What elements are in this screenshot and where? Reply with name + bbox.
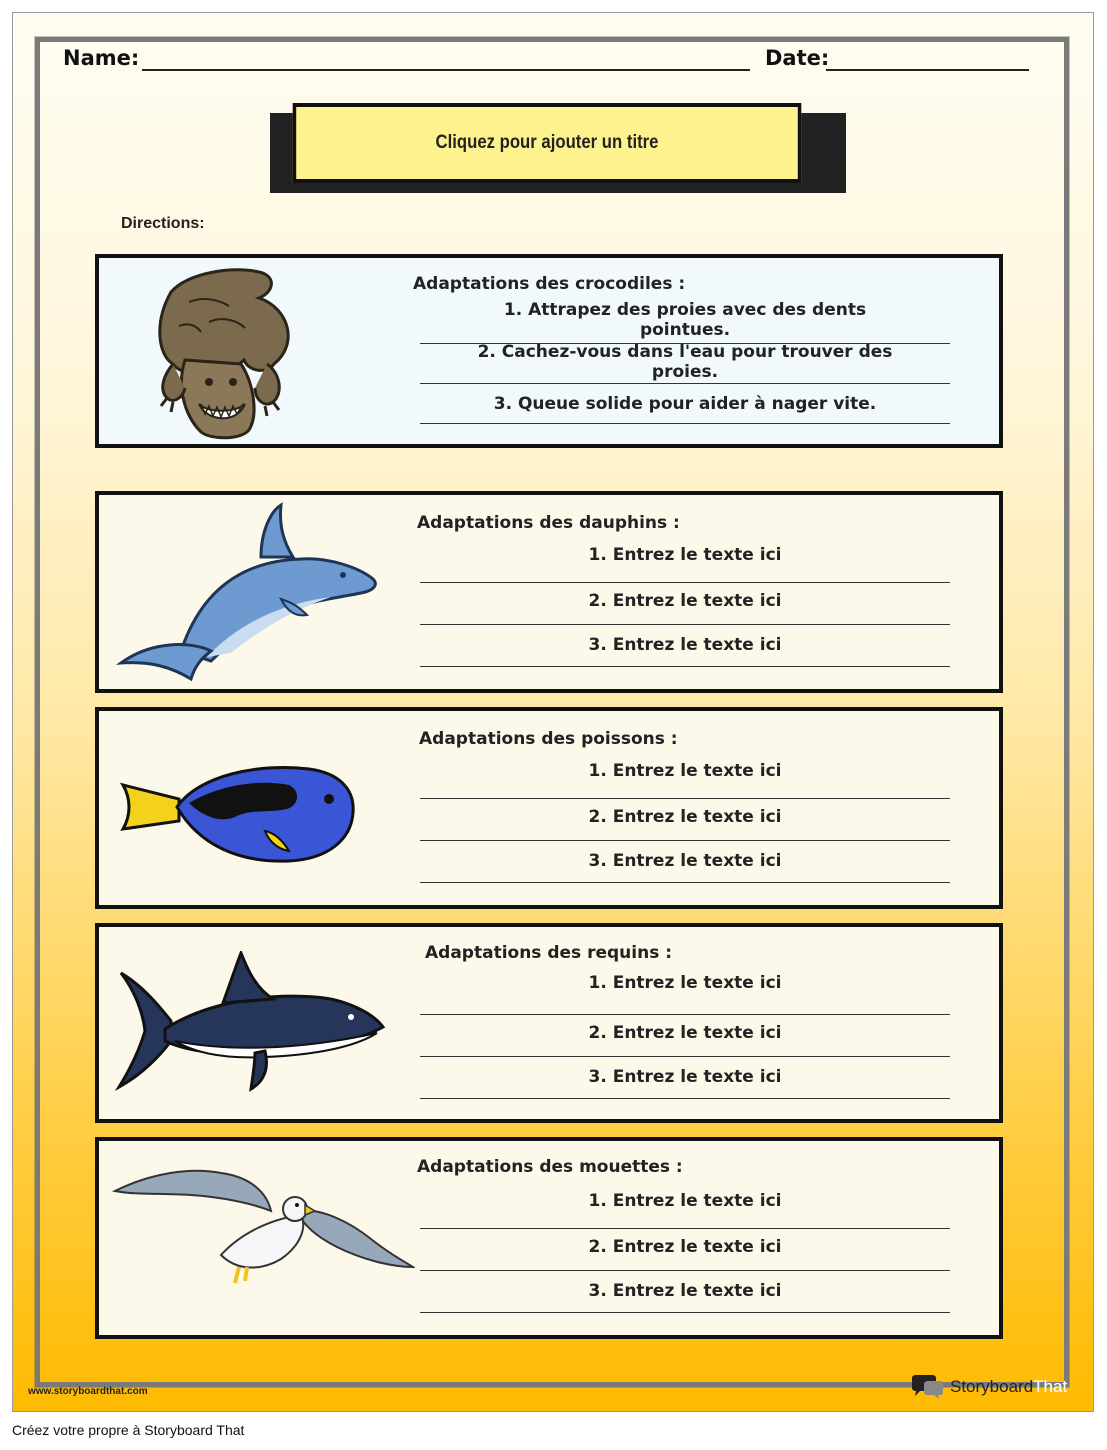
crocodile-heading: Adaptations des crocodiles :	[413, 274, 686, 294]
seagull-heading: Adaptations des mouettes :	[417, 1157, 683, 1177]
logo-word: Storyboard	[950, 1377, 1034, 1396]
shark-heading: Adaptations des requins :	[425, 943, 673, 963]
dolphin-item-3[interactable]: 3. Entrez le texte ici	[420, 635, 950, 667]
seagull-item-1[interactable]: 1. Entrez le texte ici	[420, 1191, 950, 1229]
shark-item-3[interactable]: 3. Entrez le texte ici	[420, 1067, 950, 1099]
dolphin-item-1[interactable]: 1. Entrez le texte ici	[420, 545, 950, 583]
date-field[interactable]	[826, 69, 1029, 71]
dolphin-section	[95, 491, 1003, 693]
seagull-section	[95, 1137, 1003, 1339]
name-label: Name:	[63, 46, 140, 70]
crocodile-section	[95, 254, 1003, 448]
seagull-item-3[interactable]: 3. Entrez le texte ici	[420, 1281, 950, 1313]
fish-item-1[interactable]: 1. Entrez le texte ici	[420, 761, 950, 799]
date-label: Date:	[765, 46, 830, 70]
fish-item-3[interactable]: 3. Entrez le texte ici	[420, 851, 950, 883]
fish-section	[95, 707, 1003, 909]
storyboard-that-logo[interactable]	[910, 1374, 1067, 1400]
shark-icon	[115, 951, 387, 1093]
crocodile-item-1[interactable]: 1. Attrapez des proies avec des dents pointues.	[420, 300, 950, 344]
footer-credit[interactable]: Créez votre propre à Storyboard That	[12, 1422, 245, 1438]
crocodile-item-3[interactable]: 3. Queue solide pour aider à nager vite.	[420, 394, 950, 424]
dolphin-icon	[111, 501, 383, 685]
watermark-url: www.storyboardthat.com	[28, 1386, 148, 1397]
blue-tang-fish-icon	[119, 755, 359, 867]
speech-bubble-icon	[910, 1374, 944, 1400]
name-field[interactable]	[142, 69, 750, 71]
shark-section	[95, 923, 1003, 1123]
dolphin-heading: Adaptations des dauphins :	[417, 513, 680, 533]
shark-item-2[interactable]: 2. Entrez le texte ici	[420, 1023, 950, 1057]
title-box[interactable]: Cliquez pour ajouter un titre	[293, 103, 802, 183]
seagull-icon	[111, 1163, 415, 1293]
crocodile-icon	[149, 264, 294, 442]
seagull-item-2[interactable]: 2. Entrez le texte ici	[420, 1237, 950, 1271]
shark-item-1[interactable]: 1. Entrez le texte ici	[420, 973, 950, 1015]
fish-heading: Adaptations des poissons :	[419, 729, 678, 749]
directions-label[interactable]: Directions:	[121, 215, 205, 232]
fish-item-2[interactable]: 2. Entrez le texte ici	[420, 807, 950, 841]
logo-that: That	[1033, 1377, 1068, 1396]
dolphin-item-2[interactable]: 2. Entrez le texte ici	[420, 591, 950, 625]
crocodile-item-2[interactable]: 2. Cachez-vous dans l'eau pour trouver des proies.	[420, 342, 950, 384]
